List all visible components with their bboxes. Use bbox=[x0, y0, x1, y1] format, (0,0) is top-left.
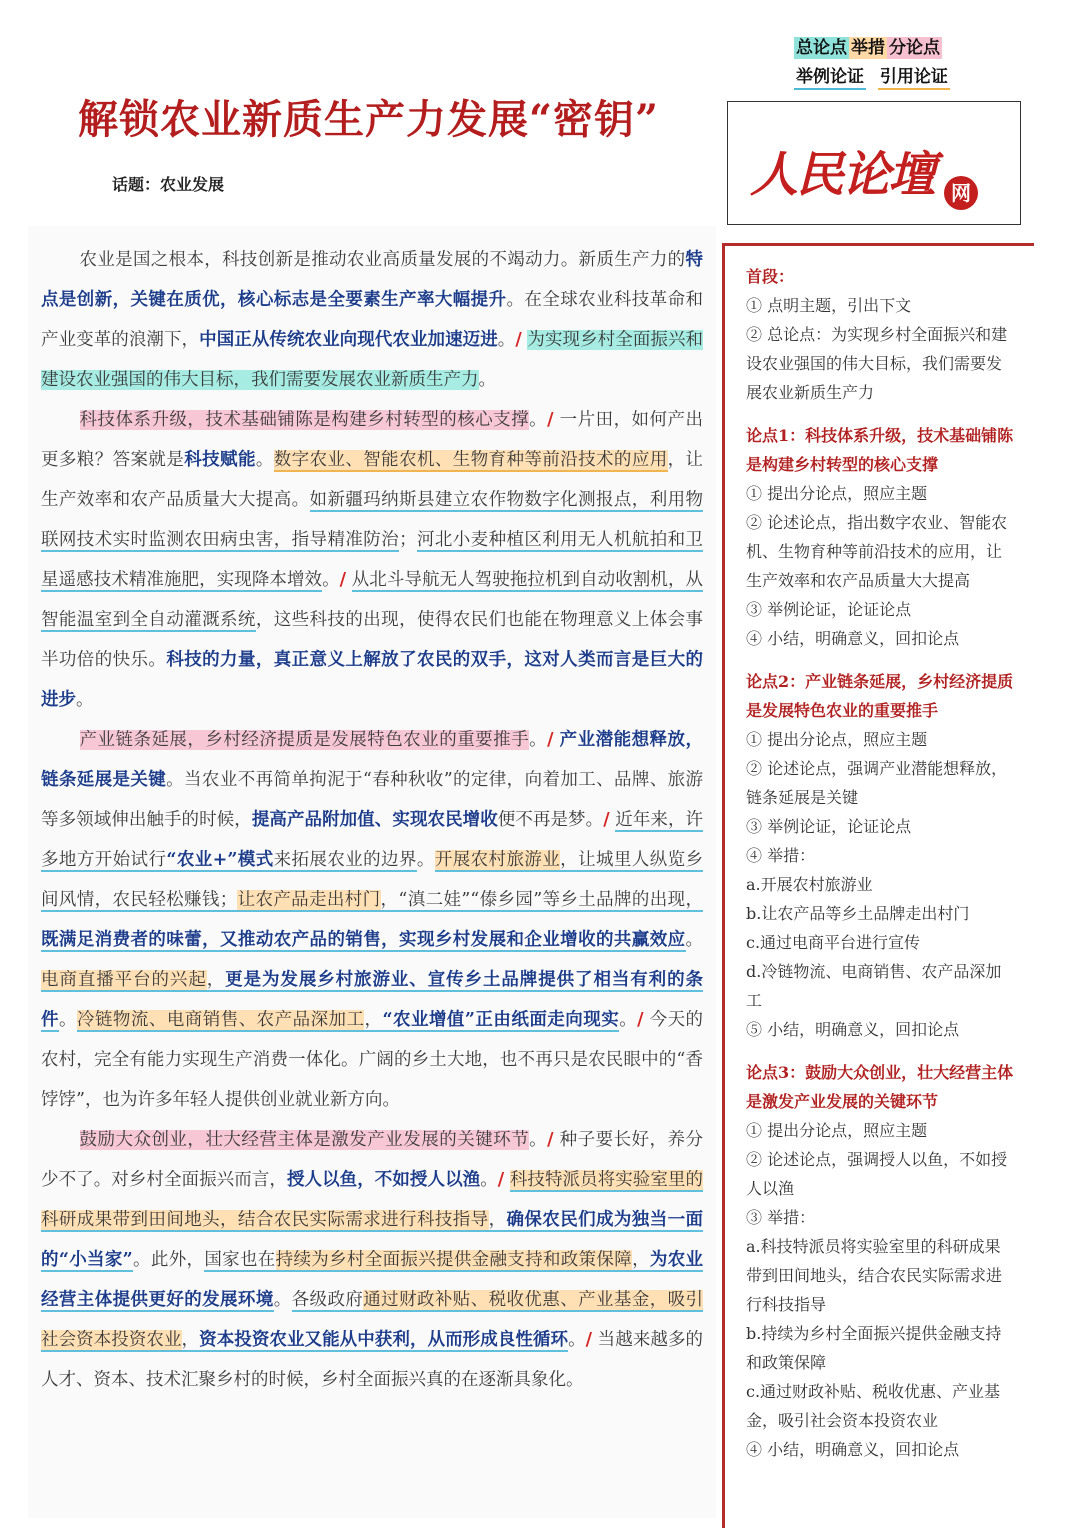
text-segment: 。 bbox=[478, 370, 496, 390]
note-item: a.开展农村旅游业 bbox=[746, 875, 873, 894]
note-point-3-head: 论点3：鼓励大众创业，壮大经营主体是激发产业发展的关键环节 bbox=[746, 1063, 1014, 1111]
topic-label: 话题：农业发展 bbox=[112, 175, 225, 194]
note-item: c.通过财政补贴、税收优惠、产业基金，吸引社会资本投资农业 bbox=[746, 1382, 1001, 1430]
segment-divider: / bbox=[547, 730, 554, 750]
text-segment: 。 bbox=[619, 1010, 638, 1030]
segment-divider: / bbox=[585, 1330, 593, 1350]
text-segment: 。在全球农业科技革命和产业变革的浪潮下， bbox=[41, 290, 704, 350]
text-segment: 今天的农村，完全有能力实现生产消费一体化。广阔的乡土大地，也不再只是农民眼中的“香饽饽”，也为许多年轻人提供创业就业新方向。 bbox=[41, 1010, 704, 1110]
text-segment: 。 bbox=[480, 1170, 498, 1190]
note-item: ④ 小结，明确意义，回扣论点 bbox=[746, 629, 960, 648]
note-item: ② 论述论点，强调授人以鱼，不如授人以渔 bbox=[746, 1150, 1008, 1198]
article-body bbox=[41, 240, 703, 1400]
note-item: b.持续为乡村全面振兴提供金融支持和政策保障 bbox=[746, 1324, 1002, 1372]
legend-row-2 bbox=[794, 63, 950, 92]
text-segment: 产业链条延展，乡村经济提质是发展特色农业的重要推手 bbox=[79, 730, 530, 750]
text-segment: 。 bbox=[685, 930, 703, 950]
text-segment: 特点是创新，关键在质优，核心标志是全要素生产率大幅提升 bbox=[41, 250, 703, 310]
text-segment bbox=[346, 570, 352, 590]
segment-divider: / bbox=[547, 1130, 554, 1150]
text-segment: 。 bbox=[568, 1330, 586, 1350]
note-item: ④ 举措： bbox=[746, 846, 816, 865]
text-segment: ，这些科技的出现，使得农民们也能在物理意义上体会事半功倍的快乐。 bbox=[41, 610, 704, 670]
text-segment: 。 bbox=[529, 410, 548, 430]
note-item: ② 总论点：为实现乡村全面振兴和建设农业强国的伟大目标，我们需要发展农业新质生产力 bbox=[746, 325, 1008, 402]
segment-divider: / bbox=[547, 410, 554, 430]
text-segment: 。当农业不再简单拘泥于“春种秋收”的定律，向着加工、品牌、旅游等多领域伸出触手的时候， bbox=[41, 770, 703, 830]
text-segment: ，让城里人纵览乡间风情，农民轻松赚钱； bbox=[41, 850, 704, 910]
text-segment: 授人以鱼，不如授人以渔 bbox=[286, 1170, 481, 1190]
legend-row-1 bbox=[794, 34, 950, 63]
note-item: b.让农产品等乡土品牌走出村门 bbox=[746, 904, 970, 923]
text-segment: 产业潜能想释放，链条延展是关键 bbox=[41, 730, 704, 790]
text-segment: ， bbox=[488, 1210, 507, 1230]
text-segment: “农业增值”正由纸面走向现实 bbox=[382, 1010, 620, 1030]
legend-measure: 举措 bbox=[851, 38, 885, 58]
text-segment: 持续为乡村全面振兴提供金融支持和政策保障 bbox=[275, 1250, 633, 1270]
text-segment: 电商直播平台的兴起 bbox=[41, 970, 207, 990]
note-point-1-head: 论点1：科技体系升级，技术基础铺陈是构建乡村转型的核心支撑 bbox=[746, 426, 1014, 474]
legend-example: 举例论证 bbox=[794, 66, 866, 90]
note-point-1 bbox=[746, 421, 1014, 653]
text-segment: 当越来越多的人才、资本、技术汇聚乡村的时候，乡村全面振兴真的在逐渐具象化。 bbox=[41, 1330, 704, 1390]
text-segment: 科技体系升级，技术基础铺陈是构建乡村转型的核心支撑 bbox=[79, 410, 530, 430]
note-item: a.科技特派员将实验室里的科研成果带到田间地头，结合农民实际需求进行科技指导 bbox=[746, 1237, 1003, 1314]
logo-box bbox=[727, 101, 1021, 225]
note-item: ① 提出分论点，照应主题 bbox=[746, 484, 928, 503]
text-segment: “农业+”模式 bbox=[166, 850, 274, 870]
text-segment: 。 bbox=[529, 1130, 548, 1150]
note-item: ④ 小结，明确意义，回扣论点 bbox=[746, 1440, 960, 1459]
text-segment: 为实现乡村全面振兴和建设农业强国的伟大目标，我们需要发展农业新质生产力 bbox=[41, 330, 704, 390]
text-segment: 资本投资农业又能从中获利，从而形成良性循环 bbox=[199, 1330, 569, 1350]
text-segment: 。 bbox=[273, 1290, 292, 1310]
annotation-panel bbox=[746, 262, 1014, 1478]
article-paragraph-1 bbox=[41, 240, 703, 400]
text-segment: ， bbox=[181, 1330, 200, 1350]
text-segment: ，让生产效率和农产品质量大大提高。 bbox=[41, 450, 704, 510]
note-item: ② 论述论点，指出数字农业、智能农机、生物育种等前沿技术的应用，让生产效率和农产品质量大大提高 bbox=[746, 513, 1008, 590]
text-segment: 便不再是梦。 bbox=[497, 810, 604, 830]
text-segment: ； bbox=[399, 530, 417, 550]
note-item: d.冷链物流、电商销售、农产品深加工 bbox=[746, 962, 1002, 1010]
text-segment: 国家也在 bbox=[204, 1250, 276, 1270]
text-segment: 从北斗导航无人驾驶拖拉机到自动收割机，从智能温室到全自动灌溉系统 bbox=[41, 570, 704, 630]
text-segment bbox=[504, 1170, 510, 1190]
note-item: ② 论述论点，强调产业潜能想释放，链条延展是关键 bbox=[746, 759, 1008, 807]
article-paragraph-2 bbox=[41, 400, 703, 720]
segment-divider: / bbox=[497, 1170, 505, 1190]
text-segment: 科技的力量，真正意义上解放了农民的双手，这对人类而言是巨大的进步 bbox=[41, 650, 704, 710]
text-segment: 来拓展农业的边界 bbox=[273, 850, 417, 870]
article-paragraph-4 bbox=[41, 1120, 703, 1400]
text-segment: 科技特派员将实验室里的科研成果带到田间地头，结合农民实际需求进行科技指导 bbox=[41, 1170, 704, 1230]
note-intro-head: 首段： bbox=[746, 267, 795, 286]
text-segment: 。 bbox=[322, 570, 340, 590]
legend bbox=[794, 34, 950, 92]
segment-divider: / bbox=[603, 810, 610, 830]
text-segment: 各级政府 bbox=[291, 1290, 364, 1310]
text-segment: 一片田，如何产出更多粮？答案就是 bbox=[41, 410, 704, 470]
note-intro bbox=[746, 262, 1014, 407]
text-segment: 更是为发展乡村旅游业、宣传乡土品牌提供了相当有利的条件 bbox=[41, 970, 704, 1030]
note-item: c.通过电商平台进行宣传 bbox=[746, 933, 921, 952]
text-segment: ， bbox=[206, 970, 226, 990]
text-segment: 。此外， bbox=[132, 1250, 205, 1270]
text-segment: 让农产品走出村门 bbox=[237, 890, 381, 910]
notes-top-rule bbox=[722, 243, 1034, 246]
segment-divider: / bbox=[515, 330, 522, 350]
text-segment: 通过财政补贴、税收优惠、产业基金，吸引社会资本投资农业 bbox=[41, 1290, 704, 1350]
text-segment: 冷链物流、电商销售、农产品深加工 bbox=[76, 1010, 365, 1030]
text-segment: ， bbox=[364, 1010, 383, 1030]
note-item: ① 点明主题，引出下文 bbox=[746, 296, 912, 315]
note-point-2-head: 论点2：产业链条延展，乡村经济提质是发展特色农业的重要推手 bbox=[746, 672, 1014, 720]
legend-sub-point: 分论点 bbox=[889, 38, 940, 58]
text-segment: 。 bbox=[529, 730, 548, 750]
text-segment: 数字农业、智能农机、生物育种等前沿技术的应用 bbox=[273, 450, 668, 470]
article-paragraph-3 bbox=[41, 720, 703, 1120]
logo: 人民论壇 bbox=[750, 147, 935, 203]
text-segment: 河北小麦种植区利用无人机航拍和卫星遥感技术精准施肥，实现降本增效 bbox=[41, 530, 704, 590]
note-item: ① 提出分论点，照应主题 bbox=[746, 730, 928, 749]
page-title: 解锁农业新质生产力发展“密钥” bbox=[78, 96, 660, 143]
text-segment: 近年来，许多地方开始试行 bbox=[41, 810, 704, 870]
text-segment: 种子要长好，养分少不了。对乡村全面振兴而言， bbox=[41, 1130, 704, 1190]
text-segment: 为农业经营主体提供更好的发展环境 bbox=[41, 1250, 704, 1310]
text-segment: ，“滇二娃”“傣乡园”等乡土品牌的出现， bbox=[380, 890, 703, 910]
text-segment: 。 bbox=[58, 1010, 77, 1030]
segment-divider: / bbox=[339, 570, 347, 590]
text-segment: 鼓励大众创业，壮大经营主体是激发产业发展的关键环节 bbox=[79, 1130, 530, 1150]
text-segment: 如新疆玛纳斯县建立农作物数字化测报点，利用物联网技术实时监测农田病虫害，指导精准防治 bbox=[41, 490, 704, 550]
text-segment: 。 bbox=[76, 690, 94, 710]
note-point-2 bbox=[746, 667, 1014, 1044]
note-item: ⑤ 小结，明确意义，回扣论点 bbox=[746, 1020, 960, 1039]
note-point-3 bbox=[746, 1058, 1014, 1464]
text-segment: 提高产品附加值、实现农民增收 bbox=[251, 810, 498, 830]
text-segment: 。 bbox=[416, 850, 435, 870]
legend-citation: 引用论证 bbox=[878, 66, 950, 90]
text-segment: 。 bbox=[255, 450, 274, 470]
logo-badge-icon: 网 bbox=[944, 176, 978, 210]
note-item: ③ 举例论证，论证论点 bbox=[746, 817, 912, 836]
text-segment: 农业是国之根本，科技创新是推动农业高质量发展的不竭动力。新质生产力的 bbox=[79, 250, 686, 270]
notes-side-rule bbox=[722, 243, 725, 1528]
text-segment: 确保农民们成为独当一面的“小当家” bbox=[41, 1210, 704, 1270]
note-item: ① 提出分论点，照应主题 bbox=[746, 1121, 928, 1140]
note-item: ③ 举措： bbox=[746, 1208, 816, 1227]
text-segment: 中国正从传统农业向现代农业加速迈进 bbox=[199, 330, 498, 350]
legend-main-point: 总论点 bbox=[796, 38, 847, 58]
text-segment: 。 bbox=[497, 330, 516, 350]
segment-divider: / bbox=[637, 1010, 644, 1030]
text-segment: 既满足消费者的味蕾，又推动农产品的销售，实现乡村发展和企业增收的共赢效应 bbox=[41, 930, 686, 950]
text-segment: 开展农村旅游业 bbox=[434, 850, 561, 870]
text-segment: 科技赋能 bbox=[184, 450, 256, 470]
text-segment: ， bbox=[632, 1250, 650, 1270]
note-item: ③ 举例论证，论证论点 bbox=[746, 600, 912, 619]
